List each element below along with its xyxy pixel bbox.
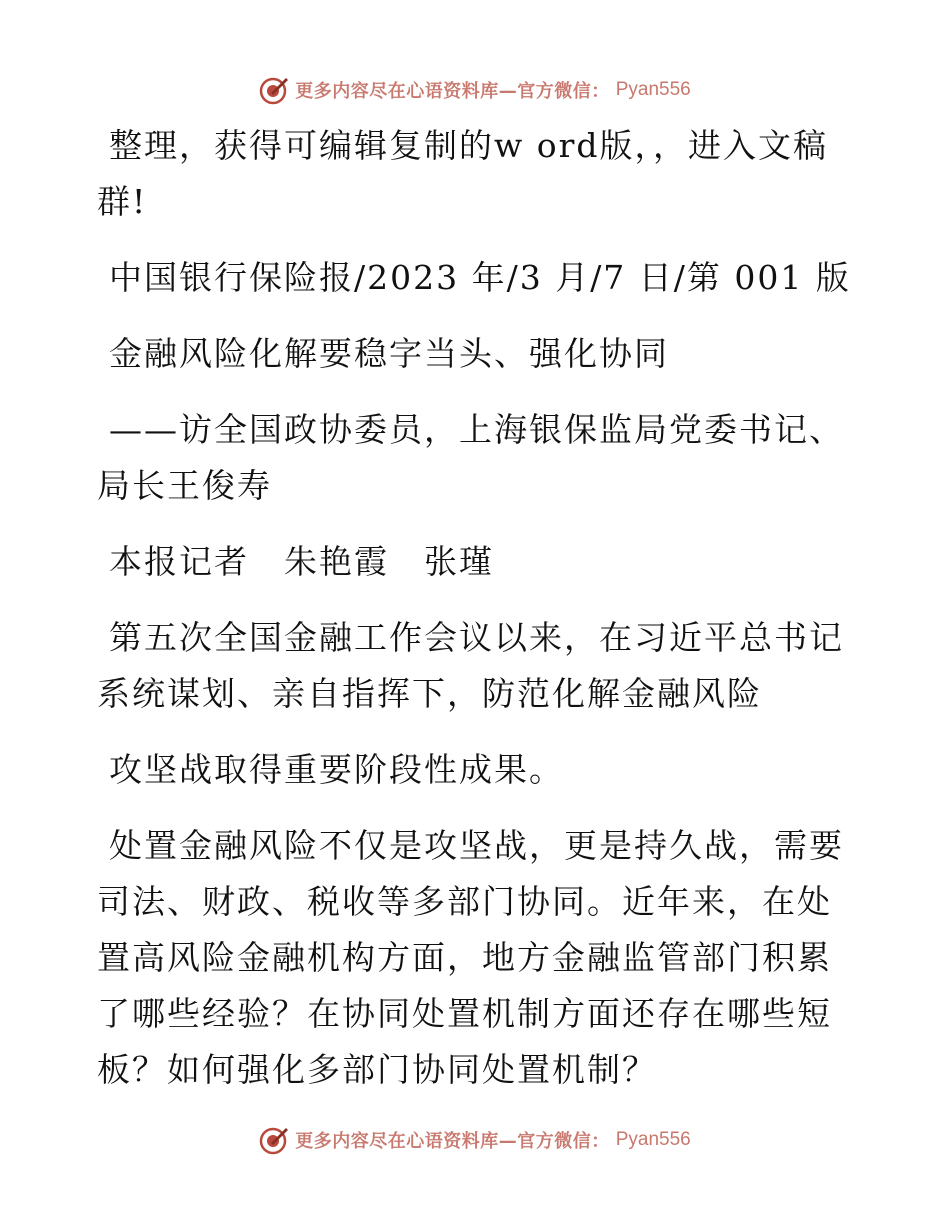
banner-wechat-id: Pyan556 <box>615 79 691 100</box>
body-paragraph: 处置金融风险不仅是攻坚战，更是持久战，需要司法、财政、税收等多部门协同。近年来，在处置高风险金融机构方面，地方金融监管部门积累了哪些经验？在协同处置机制方面还存在哪些短板？如何强化多部门协同处置机制？ <box>97 826 844 1089</box>
pen-logo-icon <box>259 1125 289 1155</box>
banner-text: 更多内容尽在心语资料库—官方微信： <box>295 1131 610 1152</box>
byline: 本报记者 朱艳霞 张瑾 <box>109 542 494 581</box>
source-line: 中国银行保险报/2023 年/3 月/7 日/第 001 版 <box>109 258 851 297</box>
intro-note: 整理，获得可编辑复制的w ord版，，进入文稿群! <box>97 126 829 221</box>
document-body <box>97 118 857 1118</box>
article-subtitle: ——访全国政协委员，上海银保监局党委书记、局长王俊寿 <box>97 410 844 505</box>
pen-logo-icon <box>259 75 289 105</box>
article-title: 金融风险化解要稳字当头、强化协同 <box>109 334 669 373</box>
body-paragraph: 第五次全国金融工作会议以来，在习近平总书记系统谋划、亲自指挥下，防范化解金融风险 <box>97 618 844 713</box>
banner-text: 更多内容尽在心语资料库—官方微信： <box>295 81 610 102</box>
footer-banner <box>0 1120 950 1160</box>
banner-wechat-id: Pyan556 <box>615 1129 691 1150</box>
body-paragraph: 攻坚战取得重要阶段性成果。 <box>109 750 564 789</box>
header-banner <box>0 70 950 110</box>
